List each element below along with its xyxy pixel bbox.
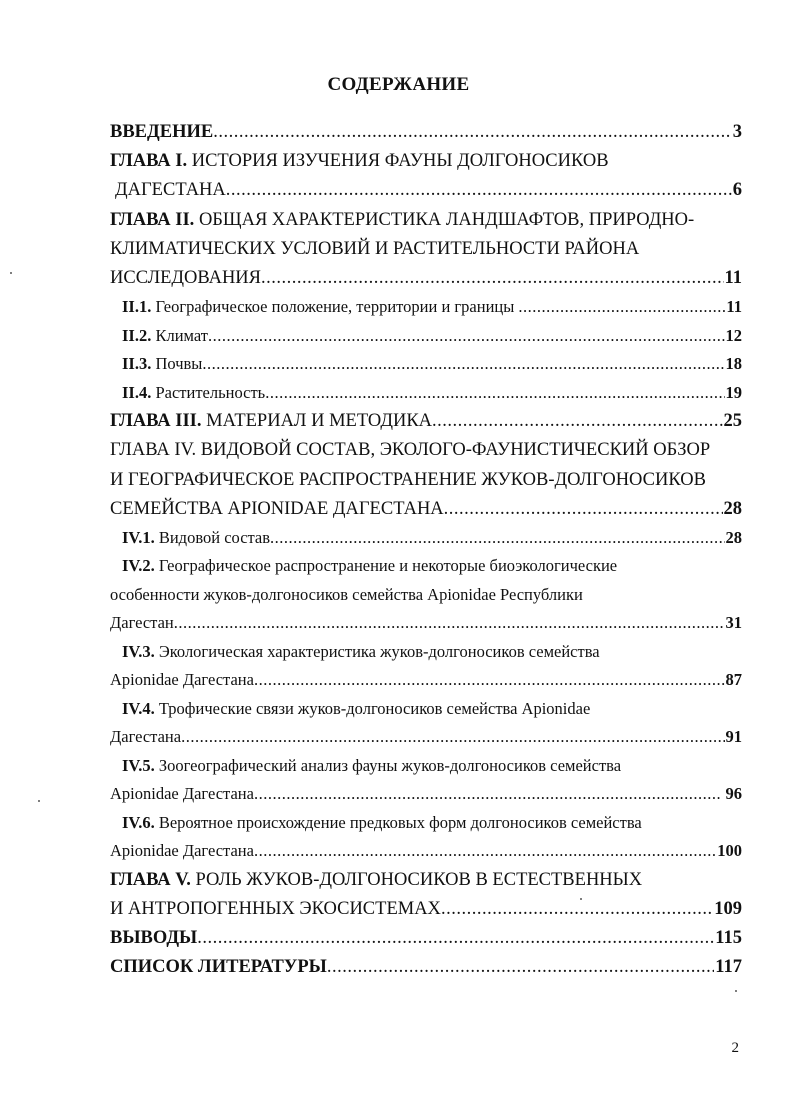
toc-intro-label: ВВЕДЕНИЕ	[110, 122, 214, 142]
scan-speck	[580, 898, 582, 900]
toc-s2-1-text: Географическое положение, территории и границы	[155, 297, 515, 317]
toc-s2-2-page: 12	[725, 325, 742, 345]
toc-entry-s4-4-cont	[110, 723, 742, 752]
toc-entry-ch5-cont	[110, 895, 742, 924]
toc-s4-2-num: IV.2.	[122, 556, 155, 576]
toc-ch2-label: ГЛАВА II.	[110, 209, 195, 230]
toc-entry-ch3	[110, 407, 742, 436]
page-number: 2	[731, 1040, 739, 1056]
toc-entry-ch2-cont	[110, 235, 742, 264]
dot-leader	[197, 924, 714, 953]
toc-s4-6-page: 100	[717, 841, 742, 861]
toc-s2-1-page: 11	[726, 297, 742, 317]
toc-s4-2-text-cont2: Дагестан	[110, 613, 174, 633]
toc-entry-s4-2-cont	[110, 581, 742, 610]
toc-entry-ch2	[110, 206, 742, 235]
toc-entry-s4-1	[110, 524, 742, 553]
toc-ch1-label: ГЛАВА I.	[110, 151, 188, 172]
dot-leader	[444, 495, 723, 524]
dot-leader	[265, 379, 724, 408]
toc-entry-s2-3	[110, 350, 742, 379]
dot-leader	[226, 176, 732, 205]
toc-entry-s4-2-cont2	[110, 609, 742, 638]
toc-entry-s2-1	[110, 293, 742, 322]
dot-leader	[208, 322, 725, 351]
toc-ch4-text-cont2: СЕМЕЙСТВА APIONIDAE ДАГЕСТАНА	[110, 498, 444, 519]
table-of-contents	[110, 118, 742, 983]
dot-leader	[327, 953, 714, 982]
toc-s4-3-text: Экологическая характеристика жуков-долгоносиков семейства	[158, 641, 600, 661]
dot-leader	[202, 350, 724, 379]
toc-s4-2-text: Географическое распространение и некоторые биоэкологические	[158, 556, 618, 576]
toc-s2-4-num: II.4.	[122, 382, 152, 402]
toc-entry-ch2-cont2	[110, 264, 742, 293]
scan-speck	[38, 800, 40, 802]
toc-entry-ch1-cont	[110, 176, 742, 205]
toc-s4-5-text: Зоогеографический анализ фауны жуков-долгоносиков семейства	[158, 755, 622, 775]
toc-s2-4-page: 19	[725, 382, 742, 402]
toc-entry-s4-4	[110, 695, 742, 724]
toc-entry-s4-5	[110, 752, 742, 781]
toc-entry-intro	[110, 118, 742, 147]
dot-leader	[254, 780, 721, 809]
dot-leader	[270, 524, 724, 553]
toc-references-label: СПИСОК ЛИТЕРАТУРЫ	[110, 957, 327, 978]
dot-leader	[518, 293, 725, 322]
toc-entry-ch4-cont	[110, 466, 742, 495]
toc-ch2-text: ОБЩАЯ ХАРАКТЕРИСТИКА ЛАНДШАФТОВ, ПРИРОДНО-	[198, 209, 695, 230]
toc-entry-s4-3	[110, 638, 742, 667]
toc-entry-ch4-cont2	[110, 495, 742, 524]
toc-ch1-page: 6	[732, 180, 742, 201]
toc-s4-6-num: IV.6.	[122, 812, 155, 832]
dot-leader	[181, 723, 724, 752]
toc-s4-1-page: 28	[725, 527, 742, 547]
toc-entry-s4-6	[110, 809, 742, 838]
toc-s4-3-page: 87	[725, 670, 742, 690]
toc-s4-5-num: IV.5.	[122, 755, 155, 775]
toc-ch3-text: МАТЕРИАЛ И МЕТОДИКА	[206, 411, 433, 432]
toc-ch5-page: 109	[714, 899, 742, 920]
toc-s4-2-page: 31	[725, 613, 742, 633]
toc-entry-conclusions	[110, 924, 742, 953]
dot-leader	[261, 264, 724, 293]
toc-s4-6-text: Вероятное происхождение предковых форм долгоносиков семейства	[158, 812, 642, 832]
toc-references-page: 117	[715, 957, 742, 978]
toc-entry-s2-4	[110, 379, 742, 408]
toc-ch3-page: 25	[723, 411, 742, 432]
toc-s4-6-text-cont: Apionidae Дагестана	[110, 841, 254, 861]
toc-s4-4-text-cont: Дагестана	[110, 727, 182, 747]
toc-conclusions-page: 115	[715, 928, 742, 949]
toc-entry-s2-2	[110, 322, 742, 351]
toc-s2-3-page: 18	[725, 354, 742, 374]
dot-leader	[254, 666, 725, 695]
dot-leader	[441, 895, 713, 924]
toc-entry-ch4	[110, 436, 742, 465]
toc-s4-4-num: IV.4.	[122, 698, 155, 718]
toc-ch5-text-cont: И АНТРОПОГЕННЫХ ЭКОСИСТЕМАХ	[110, 899, 441, 920]
scan-speck	[735, 990, 737, 992]
toc-ch2-text-cont2: ИССЛЕДОВАНИЯ	[110, 267, 261, 288]
page-title: СОДЕРЖАНИЕ	[327, 74, 470, 95]
toc-s4-2-text-cont: особенности жуков-долгоносиков семейства Apionidae Республики	[110, 584, 583, 604]
dot-leader	[254, 837, 716, 866]
toc-entry-s4-3-cont	[110, 666, 742, 695]
toc-entry-s4-6-cont	[110, 837, 742, 866]
toc-ch1-text: ИСТОРИЯ ИЗУЧЕНИЯ ФАУНЫ ДОЛГОНОСИКОВ	[191, 151, 609, 172]
toc-entry-ch5	[110, 866, 742, 895]
toc-entry-references	[110, 953, 742, 982]
toc-ch4-text: ГЛАВА IV. ВИДОВОЙ СОСТАВ, ЭКОЛОГО-ФАУНИСТИЧЕСКИЙ ОБЗОР	[110, 440, 711, 461]
toc-s4-4-page: 91	[725, 727, 742, 747]
toc-s4-5-text-cont: Apionidae Дагестана	[110, 784, 254, 804]
dot-leader	[174, 609, 725, 638]
toc-ch2-text-cont: КЛИМАТИЧЕСКИХ УСЛОВИЙ И РАСТИТЕЛЬНОСТИ РАЙОНА	[110, 238, 640, 259]
toc-ch4-text-cont: И ГЕОГРАФИЧЕСКОЕ РАСПРОСТРАНЕНИЕ ЖУКОВ-ДОЛГОНОСИКОВ	[110, 469, 706, 490]
toc-s2-4-text: Растительность	[155, 382, 266, 402]
toc-s4-1-num: IV.1.	[122, 527, 155, 547]
toc-intro-page: 3	[732, 122, 742, 142]
toc-s2-3-num: II.3.	[122, 354, 152, 374]
toc-s2-1-num: II.1.	[122, 297, 152, 317]
dot-leader	[213, 118, 732, 147]
toc-s4-1-text: Видовой состав	[158, 527, 271, 547]
toc-s4-3-num: IV.3.	[122, 641, 155, 661]
toc-entry-s4-2	[110, 552, 742, 581]
toc-entry-s4-5-cont	[110, 780, 742, 809]
toc-s4-3-text-cont: Apionidae Дагестана	[110, 670, 254, 690]
toc-ch2-page: 11	[724, 267, 742, 288]
dot-leader	[432, 407, 722, 436]
toc-s2-3-text: Почвы	[155, 354, 203, 374]
toc-ch1-text-cont: ДАГЕСТАНА	[115, 180, 226, 201]
toc-s4-4-text: Трофические связи жуков-долгоносиков семейства Apionidae	[158, 698, 591, 718]
toc-ch4-page: 28	[723, 498, 742, 519]
toc-s2-2-num: II.2.	[122, 325, 152, 345]
toc-conclusions-label: ВЫВОДЫ	[110, 928, 198, 949]
toc-s4-5-page: 96	[725, 784, 742, 804]
toc-ch3-label: ГЛАВА III.	[110, 411, 202, 432]
toc-s2-2-text: Климат	[155, 325, 208, 345]
scan-speck	[10, 272, 12, 274]
toc-ch5-text: РОЛЬ ЖУКОВ-ДОЛГОНОСИКОВ В ЕСТЕСТВЕННЫХ	[195, 869, 643, 890]
toc-ch5-label: ГЛАВА V.	[110, 869, 191, 890]
toc-entry-ch1	[110, 147, 742, 176]
